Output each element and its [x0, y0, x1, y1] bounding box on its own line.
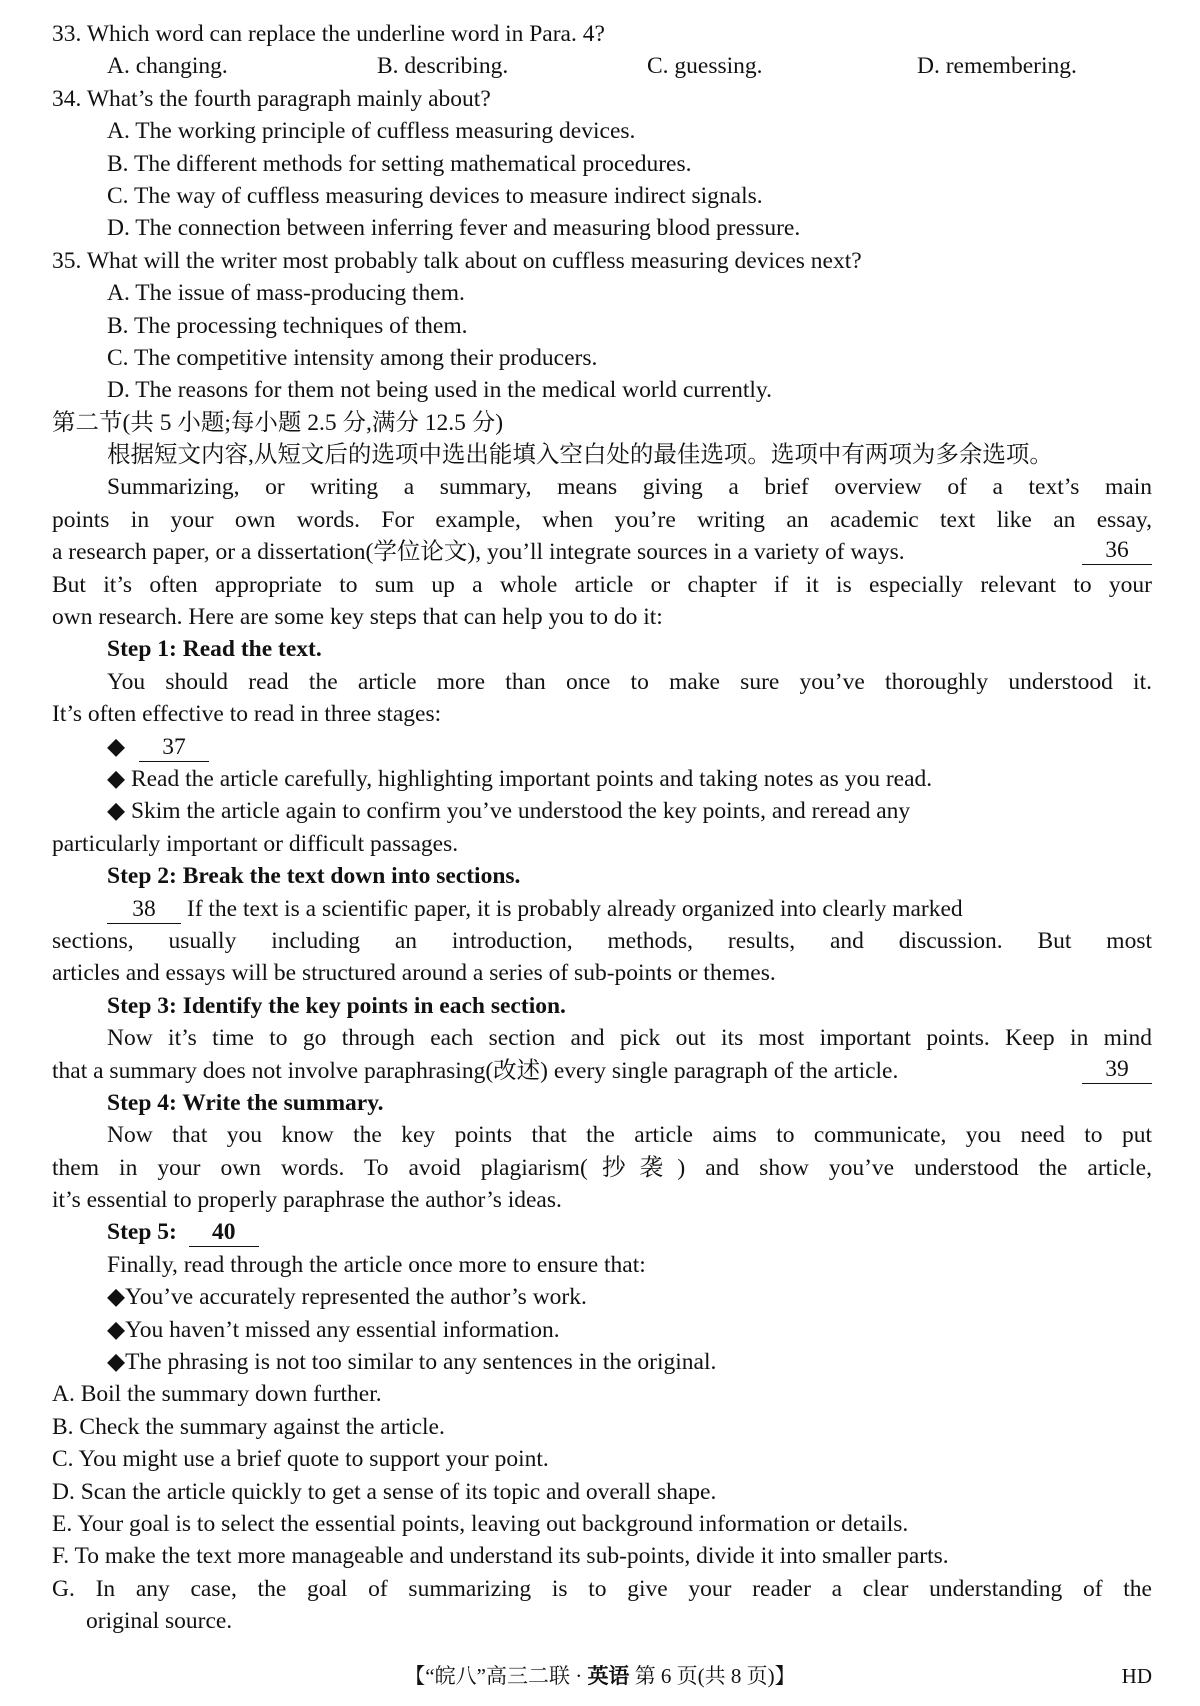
passage-line: them in your own words. To avoid plagiarism(抄袭) and show you’ve understood the article, [52, 1154, 1152, 1181]
q35-option-d[interactable]: D. The reasons for them not being used in the medical world currently. [107, 377, 772, 404]
bullet-line [52, 795, 1152, 827]
q33-option-a[interactable]: A. changing. [107, 53, 228, 80]
choice-f[interactable]: F. To make the text more manageable and understand its sub-points, divide it into smaller parts. [52, 1543, 949, 1570]
choice-e[interactable]: E. Your goal is to select the essential points, leaving out background information or details. [52, 1510, 909, 1537]
section-2-instruction: 根据短文内容,从短文后的选项中选出能填入空白处的最佳选项。选项中有两项为多余选项。 [107, 442, 1053, 469]
passage-text: If the text is a scientific paper, it is probably already organized into clearly marked [186, 895, 963, 922]
blank-36[interactable]: 36 [1082, 536, 1152, 565]
bullet-line [52, 1281, 1152, 1313]
step-3-title: Step 3: Identify the key points in each section. [107, 992, 566, 1019]
step-5-title-line [52, 1216, 1152, 1248]
step-4-title: Step 4: Write the summary. [107, 1089, 384, 1116]
footer-page-number: 第 6 页(共 8 页)】 [629, 1664, 796, 1688]
q34-option-c[interactable]: C. The way of cuffless measuring devices to measure indirect signals. [107, 182, 763, 209]
question-33-stem: 33. Which word can replace the underline word in Para. 4? [52, 21, 605, 47]
passage-line: it’s essential to properly paraphrase the author’s ideas. [52, 1187, 562, 1214]
passage-line [52, 536, 1152, 568]
passage-line [52, 1055, 1152, 1087]
q33-option-b[interactable]: B. describing. [377, 53, 509, 80]
footer-code: HD [1121, 1664, 1152, 1688]
passage-line: sections, usually including an introduction, methods, results, and discussion. But most [52, 927, 1152, 954]
passage-line: Finally, read through the article once more to ensure that: [107, 1251, 646, 1278]
passage-line: particularly important or difficult passages. [52, 830, 459, 857]
passage-text: a research paper, or a dissertation(学位论文), you’ll integrate sources in a variety of ways. [52, 539, 905, 566]
step-1-title: Step 1: Read the text. [107, 636, 322, 663]
choice-g-continued: original source. [86, 1608, 233, 1635]
q33-option-d[interactable]: D. remembering. [917, 53, 1077, 80]
passage-line: It’s often effective to read in three stages: [52, 701, 442, 728]
exam-page [52, 18, 1152, 1638]
q35-option-a[interactable]: A. The issue of mass-producing them. [107, 280, 465, 307]
passage-line: points in your own words. For example, when you’re writing an academic text like an essay, [52, 506, 1152, 533]
passage-line: You should read the article more than once to make sure you’ve thoroughly understood it. [107, 668, 1152, 695]
footer-exam-name: 【“皖八”高三二联 · [404, 1664, 588, 1688]
bullet-text: Read the article carefully, highlighting important points and taking notes as you read. [130, 765, 933, 792]
passage-line: Now it’s time to go through each section and pick out its most important points. Keep in mind [107, 1025, 1152, 1052]
page-footer [0, 1660, 1200, 1692]
passage-line: But it’s often appropriate to sum up a whole article or chapter if it is especially relevant to your [52, 571, 1152, 598]
bullet-line [52, 763, 1152, 795]
choice-g[interactable]: G. In any case, the goal of summarizing is to give your reader a clear understanding of the [52, 1575, 1152, 1602]
passage-line: Summarizing, or writing a summary, means giving a brief overview of a text’s main [107, 474, 1152, 501]
footer-subject: 英语 [587, 1664, 630, 1688]
passage-line: articles and essays will be structured around a series of sub-points or themes. [52, 960, 776, 987]
diamond-bullet-icon: ◆ [107, 733, 126, 760]
choice-d[interactable]: D. Scan the article quickly to get a sense of its topic and overall shape. [52, 1478, 717, 1505]
bullet-text: Skim the article again to confirm you’ve understood the key points, and reread any [130, 798, 911, 825]
q35-option-b[interactable]: B. The processing techniques of them. [107, 312, 468, 339]
diamond-bullet-icon: ◆ [107, 798, 126, 825]
bullet-line [52, 1346, 1152, 1378]
choice-a[interactable]: A. Boil the summary down further. [52, 1381, 382, 1408]
passage-line: Now that you know the key points that the article aims to communicate, you need to put [107, 1122, 1152, 1149]
diamond-bullet-icon: ◆ [107, 1284, 126, 1311]
blank-40[interactable]: 40 [189, 1218, 259, 1247]
passage-line: own research. Here are some key steps that can help you to do it: [52, 604, 663, 631]
step-5-title: Step 5: [107, 1219, 177, 1246]
question-35-stem: 35. What will the writer most probably talk about on cuffless measuring devices next? [52, 247, 862, 274]
blank-38[interactable]: 38 [107, 895, 181, 924]
choice-c[interactable]: C. You might use a brief quote to support your point. [52, 1446, 549, 1473]
q34-option-b[interactable]: B. The different methods for setting mathematical procedures. [107, 150, 692, 177]
question-34-stem: 34. What’s the fourth paragraph mainly about? [52, 85, 491, 112]
bullet-text: You haven’t missed any essential information. [125, 1316, 560, 1343]
step-2-title: Step 2: Break the text down into sections. [107, 863, 521, 890]
passage-line [52, 893, 1152, 925]
diamond-bullet-icon: ◆ [107, 1349, 126, 1376]
bullet-line-37 [52, 731, 1152, 763]
bullet-text: You’ve accurately represented the author’s work. [125, 1284, 587, 1311]
blank-39[interactable]: 39 [1082, 1055, 1152, 1084]
bullet-text: The phrasing is not too similar to any sentences in the original. [125, 1349, 717, 1376]
choice-b[interactable]: B. Check the summary against the article. [52, 1413, 445, 1440]
diamond-bullet-icon: ◆ [107, 1316, 126, 1343]
q35-option-c[interactable]: C. The competitive intensity among their producers. [107, 344, 598, 371]
q34-option-d[interactable]: D. The connection between inferring fever and measuring blood pressure. [107, 215, 801, 242]
question-33-options [52, 50, 1152, 82]
diamond-bullet-icon: ◆ [107, 765, 126, 792]
section-2-heading: 第二节(共 5 小题;每小题 2.5 分,满分 12.5 分) [52, 409, 504, 436]
q34-option-a[interactable]: A. The working principle of cuffless measuring devices. [107, 118, 636, 145]
blank-37[interactable]: 37 [139, 733, 209, 762]
q33-option-c[interactable]: C. guessing. [647, 53, 763, 80]
bullet-line [52, 1314, 1152, 1346]
passage-text: that a summary does not involve paraphrasing(改述) every single paragraph of the article. [52, 1057, 899, 1084]
